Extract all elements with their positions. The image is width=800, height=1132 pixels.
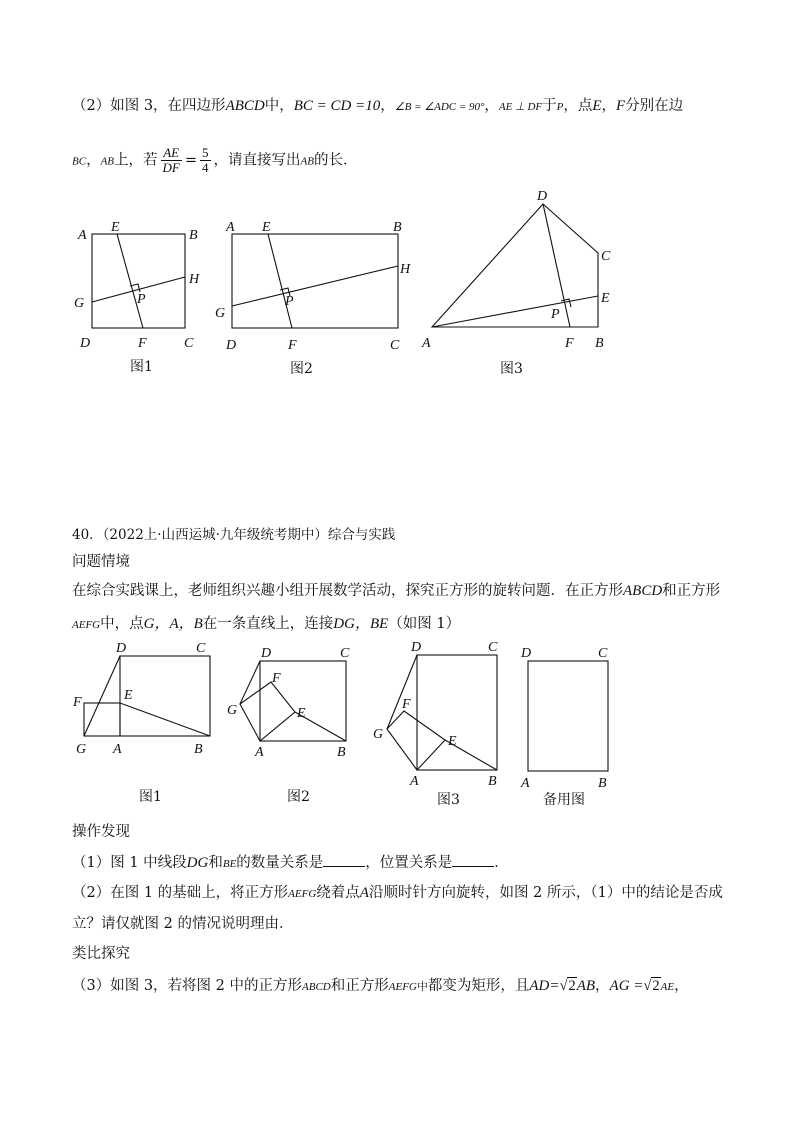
label-p: P (551, 307, 560, 322)
text: ， (674, 978, 689, 994)
answer-blank-position[interactable] (452, 852, 494, 867)
text: （2）如图 3，在四边形 (72, 98, 226, 114)
label-h: H (400, 262, 411, 277)
math-e: E (592, 98, 602, 114)
text: ， (484, 98, 499, 114)
math-bc-cd: BC = CD =10 (293, 98, 381, 114)
math-aefg: AEFG (72, 619, 101, 631)
text: 和正方形 (662, 583, 721, 599)
label-a: A (113, 742, 122, 757)
equals: = (184, 152, 198, 169)
q40-figures (0, 632, 800, 812)
text: （3）如图 3，若将图 2 中的正方形 (72, 978, 303, 994)
text: （如图 1） (388, 616, 461, 632)
label-a: A (521, 776, 530, 791)
caption-fig1: 图1 (130, 359, 153, 375)
text: 中，点 (100, 616, 144, 632)
frac-num: AE (161, 146, 182, 161)
sqrt-2: √2 (559, 978, 576, 994)
label-f: F (565, 336, 574, 351)
math-dg-be: DG，BE (333, 616, 389, 632)
text: 和正方形 (330, 978, 389, 994)
label-h: H (189, 272, 200, 287)
label-b: B (595, 336, 604, 351)
q39-line1 (72, 96, 683, 117)
label-e: E (297, 706, 306, 721)
label-f: F (288, 338, 297, 353)
figure-2 (215, 220, 411, 377)
text: 都变为矩形，且 (427, 978, 530, 994)
text: 上，若 (114, 152, 158, 169)
q39-line2 (72, 146, 357, 175)
q40-header: 40．（2022上·山西运城·九年级统考期中）综合与实践 (72, 527, 396, 543)
label-p: P (137, 292, 146, 307)
q39-figures (0, 185, 800, 385)
label-a: A (226, 220, 235, 235)
answer-blank-quantity[interactable] (323, 852, 365, 867)
text: 于 (542, 98, 557, 114)
figure-1 (74, 220, 200, 375)
text: ． (494, 855, 509, 871)
text: ，位置关系是 (365, 855, 453, 871)
math-a: A (359, 885, 369, 901)
label-d: D (80, 336, 91, 351)
q40-part1 (72, 852, 509, 874)
section-analogy-exploration: 类比探究 (72, 946, 130, 962)
text: ， (380, 98, 395, 114)
math-ab: AB (300, 155, 314, 168)
math-abcd: ABCD (302, 981, 331, 993)
text: 在综合实践课上，老师组织兴趣小组开展数学活动，探究正方形的旋转问题．在正方形 (72, 583, 623, 599)
label-b: B (194, 742, 203, 757)
label-f: F (402, 697, 411, 712)
label-g: G (227, 703, 238, 718)
label-c: C (390, 338, 400, 353)
radicand: 2 (652, 978, 660, 994)
text: 的长． (313, 152, 358, 169)
label-f: F (272, 671, 281, 686)
text: （2）在图 1 的基础上，将正方形 (72, 885, 289, 901)
label-a: A (410, 774, 419, 789)
label-a: A (255, 745, 264, 760)
math-bc: BC (72, 155, 87, 168)
label-c: C (488, 640, 498, 655)
label-b: B (337, 745, 346, 760)
label-d: D (226, 338, 237, 353)
math-be: BE (222, 858, 237, 870)
math-f: F (616, 98, 626, 114)
math-abcd: ABCD (623, 583, 663, 599)
label-b: B (393, 220, 402, 235)
text: 的数量关系是 (236, 855, 324, 871)
label-g: G (74, 296, 85, 311)
text: 沿顺时针方向旋转，如图 2 所示，（1）中的结论是否成 (368, 885, 723, 901)
text: ，点 (563, 98, 593, 114)
label-e: E (448, 734, 457, 749)
math-ab: AB (100, 155, 115, 168)
text: 绕着点 (316, 885, 360, 901)
fraction-ae-df (161, 146, 182, 175)
label-d: D (521, 646, 532, 661)
math-ae: AE (660, 981, 675, 993)
caption-fig2: 图2 (290, 361, 313, 377)
text: ， (86, 152, 101, 169)
label-c: C (196, 641, 206, 656)
label-c: C (340, 646, 350, 661)
math-abcd: ABCD (225, 98, 265, 114)
caption-fig1: 图1 (139, 789, 162, 805)
text: 在一条直线上，连接 (202, 616, 334, 632)
label-g: G (373, 727, 384, 742)
label-b: B (189, 228, 198, 243)
label-b: B (598, 776, 607, 791)
figure-spare (520, 646, 608, 808)
label-c: C (598, 646, 608, 661)
fraction-5-4 (200, 146, 211, 175)
text: 中 (416, 980, 428, 993)
label-d: D (537, 189, 548, 204)
caption-fig3: 图3 (500, 361, 523, 377)
text: （1）图 1 中线段 (72, 855, 187, 871)
label-g: G (215, 306, 226, 321)
label-d: D (116, 641, 127, 656)
label-d: D (261, 646, 272, 661)
q40-part2 (72, 883, 723, 904)
section-operation-discovery: 操作发现 (72, 824, 130, 840)
label-d: D (411, 640, 422, 655)
math-ag: AG = (609, 978, 644, 994)
radicand: 2 (568, 978, 576, 994)
math-perp: AE ⊥ DF (498, 101, 543, 113)
label-g: G (76, 742, 87, 757)
sqrt-2: √2 (643, 978, 660, 994)
caption-fig3: 图3 (437, 792, 460, 808)
label-c: C (601, 249, 611, 264)
figure-2 (227, 646, 350, 805)
label-e: E (124, 688, 133, 703)
label-p: P (285, 294, 294, 309)
label-a: A (78, 228, 87, 243)
frac-den: DF (162, 160, 180, 175)
math-ad: AD= (529, 978, 560, 994)
figure-1 (72, 641, 210, 805)
text: 分别在边 (625, 98, 684, 114)
q40-intro-line1 (72, 581, 720, 601)
label-e: E (601, 291, 610, 306)
math-gab: G，A，B (143, 616, 203, 632)
text: 和 (208, 855, 223, 871)
text: ， (601, 98, 617, 114)
label-b: B (488, 774, 497, 789)
label-e: E (111, 220, 120, 235)
math-angles: ∠B = ∠ADC = 90° (394, 101, 485, 113)
section-problem-situation: 问题情境 (72, 554, 130, 570)
caption-spare: 备用图 (543, 792, 585, 808)
label-a: A (422, 336, 431, 351)
figure-3 (373, 640, 498, 808)
text: ， (595, 978, 610, 994)
frac-num: 5 (202, 145, 209, 160)
math-aefg: AEFG (388, 981, 417, 993)
figure-3 (421, 189, 611, 377)
label-e: E (262, 220, 271, 235)
text: 中， (264, 98, 294, 114)
math-dg: DG (186, 855, 209, 871)
frac-den: 4 (202, 160, 209, 175)
math-p: P (556, 101, 564, 113)
label-c: C (184, 336, 194, 351)
label-f: F (138, 336, 147, 351)
label-f: F (73, 695, 82, 710)
q40-part3 (72, 976, 689, 997)
caption-fig2: 图2 (287, 789, 310, 805)
q40-part2-cont: 立？请仅就图 2 的情况说明理由． (72, 916, 294, 932)
math-aefg: AEFG (288, 888, 317, 900)
text: ，请直接写出 (213, 152, 301, 169)
math-ab: AB (576, 978, 596, 994)
